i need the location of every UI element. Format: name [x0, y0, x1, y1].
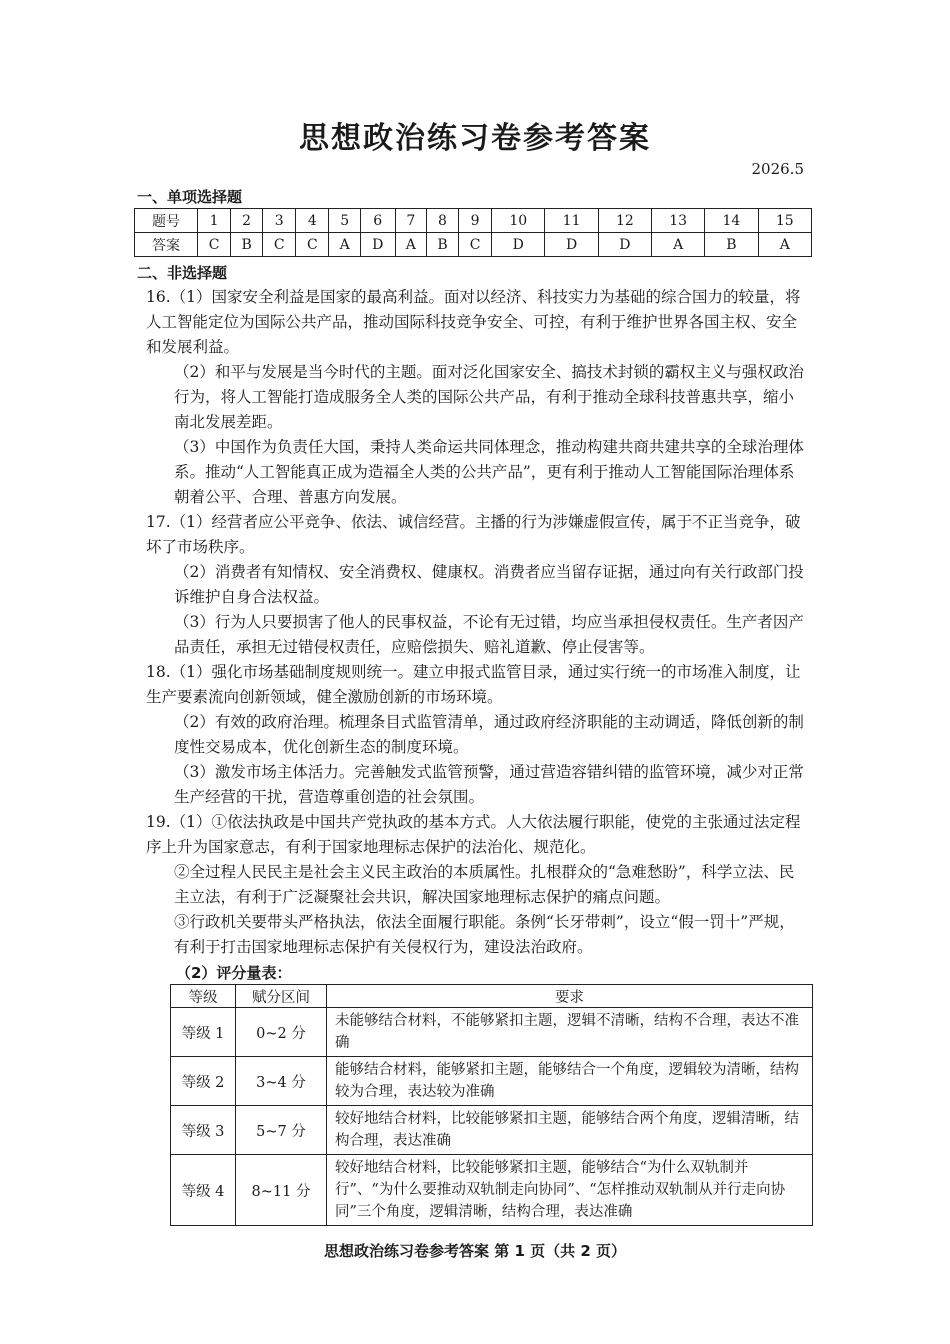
rubric-requirement: 较好地结合材料，比较能够紧扣主题，能够结合“为什么双轨制并行”、“为什么要推动双轨制走向协同”、“怎样推动双轨制从并行走向协同”三个角度，逻辑清晰，结构合理，表达准确	[327, 1155, 813, 1226]
q17-part3: （3）行为人只要损害了他人的民事权益，不论有无过错，均应当承担侵权责任。生产者因产品责任，承担无过错侵权责任，应赔偿损失、赔礼道歉、停止侵害等。	[174, 613, 804, 656]
rubric-level: 等级 1	[171, 1008, 236, 1057]
answer-cell: D	[360, 233, 395, 257]
rubric-score: 0~2 分	[236, 1008, 327, 1057]
question-number: 3	[263, 209, 296, 233]
question-number: 9	[459, 209, 492, 233]
answer-cell: C	[296, 233, 329, 257]
scoring-rubric-table	[170, 984, 813, 1226]
rubric-header-row	[171, 985, 813, 1008]
q17-part2: （2）消费者有知情权、安全消费权、健康权。消费者应当留存证据，通过向有关行政部门投诉维护自身合法权益。	[174, 563, 804, 606]
answer-cell: B	[231, 233, 263, 257]
answer-cell: D	[492, 233, 545, 257]
answer-cell: B	[427, 233, 459, 257]
q16-part3: （3）中国作为负责任大国，秉持人类命运共同体理念，推动构建共商共建共享的全球治理体系。推动“人工智能真正成为造福全人类的公共产品”，更有利于推动人工智能国际治理体系朝着公平、合理、普惠方向发展。	[174, 438, 804, 506]
answer-cell: D	[545, 233, 598, 257]
answer-block	[146, 285, 806, 960]
rubric-header: 赋分区间	[236, 985, 327, 1008]
rubric-row	[171, 1155, 813, 1226]
row-label: 题号	[135, 209, 198, 233]
answer-cell: D	[598, 233, 651, 257]
question-number: 14	[705, 209, 758, 233]
rubric-score: 3~4 分	[236, 1057, 327, 1106]
q17-part1: 17.（1）经营者应公平竞争、依法、诚信经营。主播的行为涉嫌虚假宣传，属于不正当竞争，破坏了市场秩序。	[146, 513, 801, 556]
question-number: 10	[492, 209, 545, 233]
answer-cell: B	[705, 233, 758, 257]
answer-cell: C	[198, 233, 231, 257]
row-label: 答案	[135, 233, 198, 257]
rubric-header: 要求	[327, 985, 813, 1008]
q19-part1: 19.（1）①依法执政是中国共产党执政的基本方式。人大依法履行职能，使党的主张通过法定程序上升为国家意志，有利于国家地理标志保护的法治化、规范化。	[146, 813, 801, 856]
question-number: 6	[360, 209, 395, 233]
answer-row	[135, 233, 812, 257]
question-number-row	[135, 209, 812, 233]
rubric-level: 等级 4	[171, 1155, 236, 1226]
q19-part3: ③行政机关要带头严格执法，依法全面履行职能。条例“长牙带刺”，设立“假一罚十”严规，有利于打击国家地理标志保护有关侵权行为，建设法治政府。	[174, 913, 795, 956]
section2-heading: 二、非选择题	[137, 264, 228, 282]
question-number: 7	[395, 209, 426, 233]
answer-cell: A	[758, 233, 811, 257]
page-footer: 思想政治练习卷参考答案 第 1 页（共 2 页）	[324, 1242, 626, 1260]
question-number: 15	[758, 209, 811, 233]
rubric-requirement: 未能够结合材料，不能够紧扣主题，逻辑不清晰，结构不合理，表达不准确	[327, 1008, 813, 1057]
q16-part2: （2）和平与发展是当今时代的主题。面对泛化国家安全、搞技术封锁的霸权主义与强权政治行为，将人工智能打造成服务全人类的国际公共产品，有利于推动全球科技普惠共享，缩小南北发展差距。	[174, 363, 804, 431]
rubric-score: 5~7 分	[236, 1106, 327, 1155]
answer-cell: C	[459, 233, 492, 257]
question-number: 4	[296, 209, 329, 233]
question-number: 5	[329, 209, 360, 233]
rubric-row	[171, 1057, 813, 1106]
answer-cell: A	[395, 233, 426, 257]
page-title: 思想政治练习卷参考答案	[299, 121, 651, 156]
question-number: 2	[231, 209, 263, 233]
rubric-requirement: 能够结合材料，能够紧扣主题，能够结合一个角度，逻辑较为清晰，结构较为合理，表达较为准确	[327, 1057, 813, 1106]
question-number: 8	[427, 209, 459, 233]
q18-part1: 18.（1）强化市场基础制度规则统一。建立申报式监管目录，通过实行统一的市场准入制度，让生产要素流向创新领域，健全激励创新的市场环境。	[146, 663, 801, 706]
rubric-row	[171, 1106, 813, 1155]
section1-heading: 一、单项选择题	[137, 188, 243, 206]
question-number: 11	[545, 209, 598, 233]
q16-part1: 16.（1）国家安全利益是国家的最高利益。面对以经济、科技实力为基础的综合国力的较量，将人工智能定位为国际公共产品，推动国际科技竞争安全、可控，有利于维护世界各国主权、安全和发展利益。	[146, 288, 801, 356]
rubric-requirement: 较好地结合材料，比较能够紧扣主题，能够结合两个角度，逻辑清晰，结构合理，表达准确	[327, 1106, 813, 1155]
rubric-level: 等级 3	[171, 1106, 236, 1155]
question-number: 1	[198, 209, 231, 233]
rubric-score: 8~11 分	[236, 1155, 327, 1226]
q18-part2: （2）有效的政府治理。梳理条目式监管清单，通过政府经济职能的主动调适，降低创新的制度性交易成本，优化创新生态的制度环境。	[174, 713, 804, 756]
answer-cell: A	[652, 233, 705, 257]
answer-cell: C	[263, 233, 296, 257]
q18-part3: （3）激发市场主体活力。完善触发式监管预警，通过营造容错纠错的监管环境，减少对正常生产经营的干扰，营造尊重创造的社会氛围。	[174, 763, 804, 806]
q19-part2: ②全过程人民民主是社会主义民主政治的本质属性。扎根群众的“急难愁盼”，科学立法、民主立法，有利于广泛凝聚社会共识，解决国家地理标志保护的痛点问题。	[174, 863, 795, 906]
question-number: 13	[652, 209, 705, 233]
rubric-level: 等级 2	[171, 1057, 236, 1106]
question-number: 12	[598, 209, 651, 233]
exam-date: 2026.5	[751, 160, 804, 178]
rubric-title: （2）评分量表：	[176, 964, 292, 982]
multiple-choice-answer-table	[134, 208, 812, 257]
answer-cell: A	[329, 233, 360, 257]
rubric-row	[171, 1008, 813, 1057]
rubric-header: 等级	[171, 985, 236, 1008]
